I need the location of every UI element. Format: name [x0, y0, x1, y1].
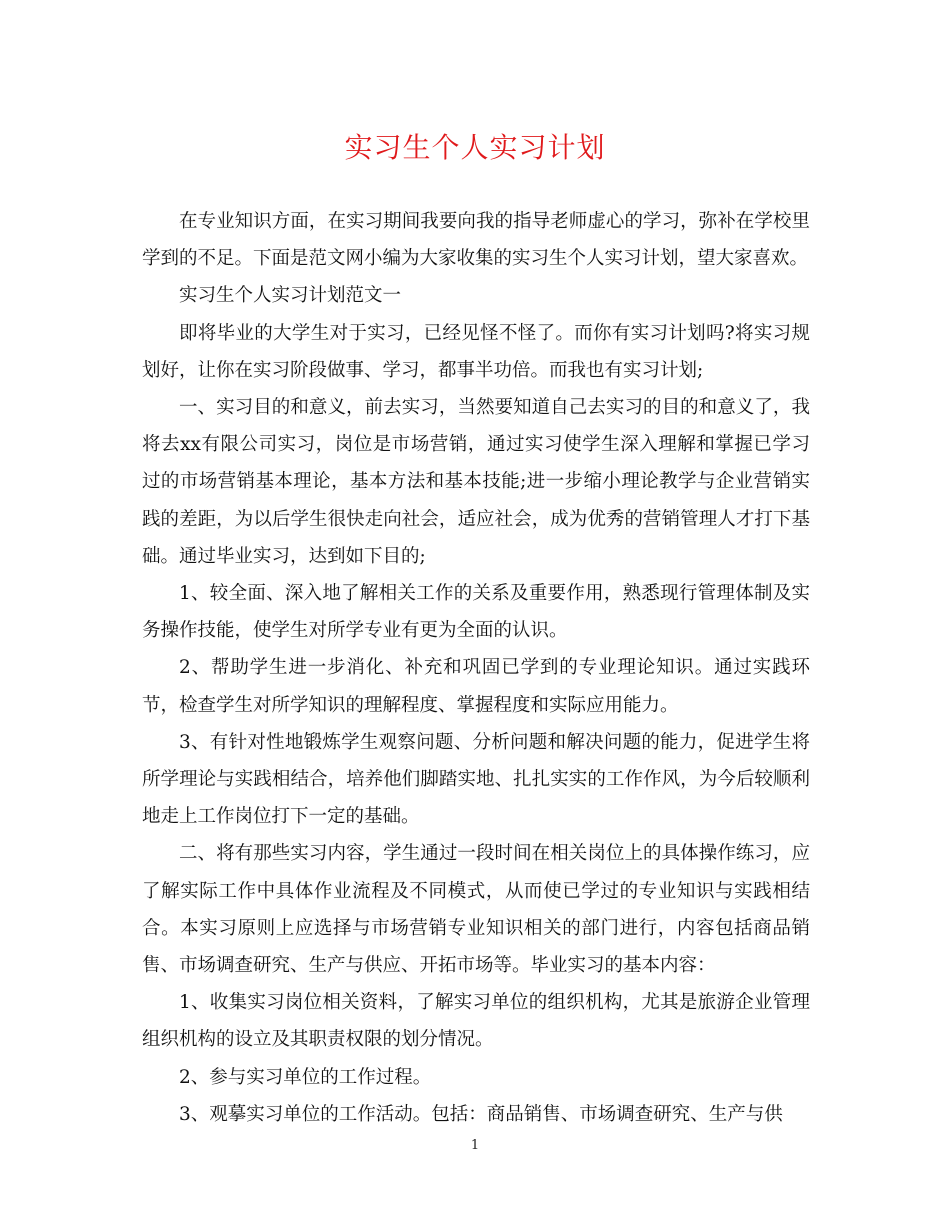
- paragraph-content-3: 3、观摹实习单位的工作活动。包括：商品销售、市场调查研究、生产与供: [179, 1103, 783, 1125]
- paragraph-opening: 即将毕业的大学生对于实习，已经见怪不怪了。而你有实习计划吗?将实习规划好，让你在实习阶段做事、学习，都事半功倍。而我也有实习计划;: [142, 322, 810, 381]
- document-body: [142, 203, 810, 1133]
- paragraph-goal-3: 3、有针对性地锻炼学生观察问题、分析问题和解决问题的能力，促进学生将所学理论与实践相结合，培养他们脚踏实地、扎扎实实的工作作风，为今后较顺利地走上工作岗位打下一定的基础。: [142, 731, 810, 828]
- paragraph-content: 二、将有那些实习内容，学生通过一段时间在相关岗位上的具体操作练习，应了解实际工作中具体作业流程及不同模式，从而使已学过的专业知识与实践相结合。本实习原则上应选择与市场营销专业知识相关的部门进行，内容包括商品销售、市场调查研究、生产与供应、开拓市场等。毕业实习的基本内容：: [142, 843, 810, 977]
- document-title: 实习生个人实习计划: [344, 131, 606, 164]
- paragraph-goal-1: 1、较全面、深入地了解相关工作的关系及重要作用，熟悉现行管理体制及实务操作技能，使学生对所学专业有更为全面的认识。: [142, 583, 810, 642]
- paragraph-goal-2: 2、帮助学生进一步消化、补充和巩固已学到的专业理论知识。通过实践环节，检查学生对所学知识的理解程度、掌握程度和实际应用能力。: [142, 657, 810, 716]
- paragraph-content-1: 1、收集实习岗位相关资料，了解实习单位的组织机构，尤其是旅游企业管理组织机构的设立及其职责权限的划分情况。: [142, 992, 810, 1051]
- paragraph-intro: 在专业知识方面，在实习期间我要向我的指导老师虚心的学习，弥补在学校里学到的不足。下面是范文网小编为大家收集的实习生个人实习计划，望大家喜欢。: [142, 211, 810, 270]
- page-number: 1: [470, 1138, 480, 1153]
- paragraph-section-heading: 实习生个人实习计划范文一: [179, 285, 402, 307]
- paragraph-purpose: 一、实习目的和意义，前去实习，当然要知道自己去实习的目的和意义了，我将去xx有限公司实习，岗位是市场营销，通过实习使学生深入理解和掌握已学习过的市场营销基本理论，基本方法和基本技能;进一步缩小理论教学与企业营销实践的差距，为以后学生很快走向社会，适应社会，成为优秀的营销管理人才打下基础。通过毕业实习，达到如下目的;: [142, 397, 810, 567]
- paragraph-content-2: 2、参与实习单位的工作过程。: [179, 1066, 432, 1088]
